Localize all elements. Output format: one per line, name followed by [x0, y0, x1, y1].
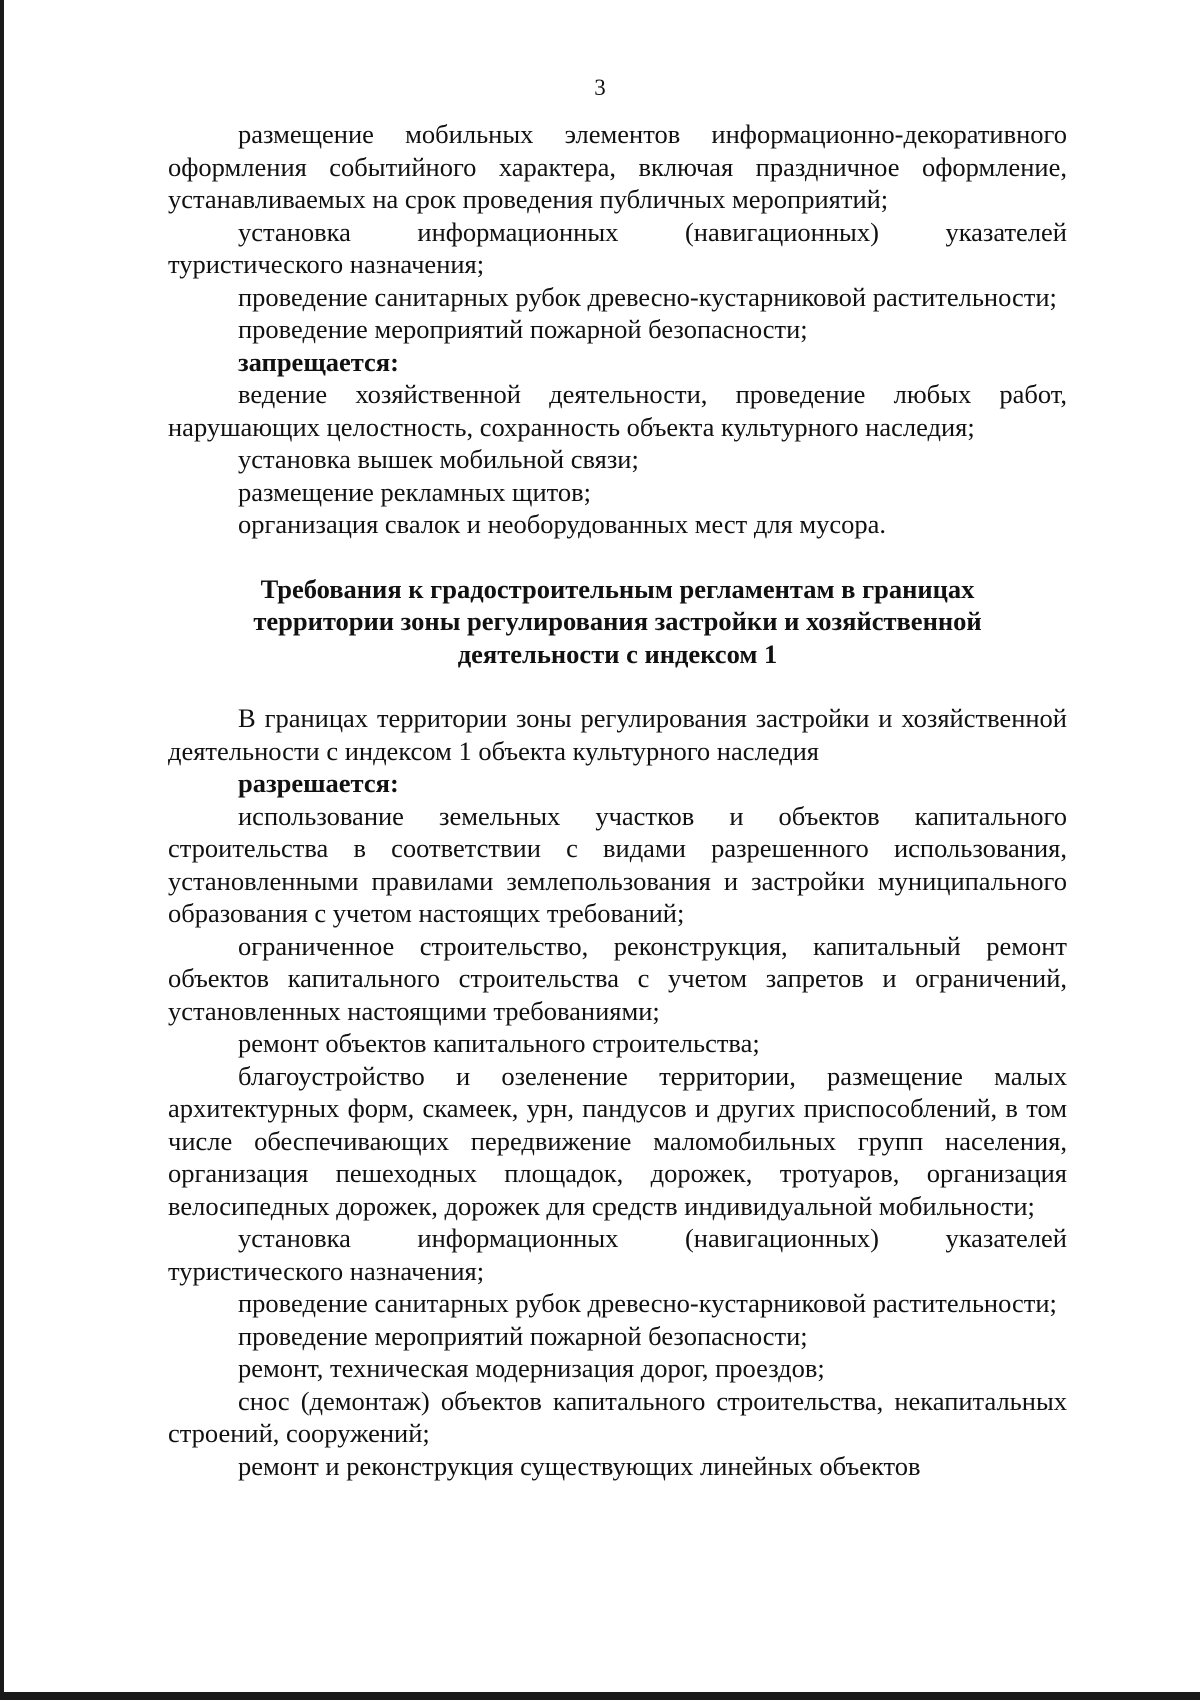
- paragraph: использование земельных участков и объектов капитального строительства в соответствии с видами разрешенного использования, установленными правилами землепользования и застройки муниципального образования с учетом настоящих требований;: [168, 800, 1067, 928]
- paragraph: установка вышек мобильной связи;: [238, 444, 639, 474]
- paragraph: ремонт и реконструкция существующих линейных объектов: [238, 1450, 921, 1481]
- paragraph-group-2: [168, 702, 1067, 1482]
- section-heading-line: Требования к градостроительным регламентам в границах: [260, 573, 975, 604]
- paragraph: ремонт объектов капитального строительства;: [238, 1028, 760, 1058]
- paragraph: проведение санитарных рубок древесно-кустарниковой растительности;: [238, 1288, 1057, 1318]
- scan-edge-bottom: [0, 1692, 1200, 1700]
- subheading-label: запрещается:: [238, 346, 399, 377]
- paragraph: проведение мероприятий пожарной безопасности;: [238, 314, 808, 344]
- paragraph: размещение рекламных щитов;: [238, 476, 592, 507]
- document-body: [168, 118, 1067, 1482]
- paragraph: проведение мероприятий пожарной безопасности;: [238, 1320, 808, 1351]
- paragraph: установка информационных (навигационных) указателей туристического назначения;: [168, 216, 1067, 279]
- paragraph: снос (демонтаж) объектов капитального строительства, некапитальных строений, сооружений;: [168, 1385, 1067, 1448]
- paragraph-group-1: [168, 118, 1067, 541]
- paragraph: ведение хозяйственной деятельности, проведение любых работ, нарушающих целостность, сохранность объекта культурного наследия;: [168, 379, 1067, 442]
- section-heading-line: территории зоны регулирования застройки и хозяйственной: [253, 606, 982, 636]
- paragraph: ремонт, техническая модернизация дорог, проездов;: [238, 1353, 825, 1383]
- subheading-label: разрешается:: [238, 768, 399, 798]
- page-number: 3: [594, 75, 606, 100]
- paragraph: размещение мобильных элементов информационно-декоративного оформления событийного характера, включая праздничное оформление, устанавливаемых на срок проведения публичных мероприятий;: [168, 119, 1067, 214]
- paragraph: благоустройство и озеленение территории, размещение малых архитектурных форм, скамеек, урн, пандусов и других приспособлений, в том числе обеспечивающих передвижение маломобильных групп населения, организация пешеходных площадок, дорожек, тротуаров, организация велосипедных дорожек, дорожек для средств индивидуальной мобильности;: [168, 1060, 1067, 1221]
- paragraph: ограниченное строительство, реконструкция, капитальный ремонт объектов капитального строительства с учетом запретов и ограничений, установленных настоящими требованиями;: [168, 930, 1067, 1026]
- paragraph: проведение санитарных рубок древесно-кустарниковой растительности;: [238, 281, 1057, 312]
- scan-edge-left: [0, 0, 4, 1700]
- paragraph: В границах территории зоны регулирования застройки и хозяйственной деятельности с индексом 1 объекта культурного наследия: [168, 703, 1067, 766]
- paragraph: установка информационных (навигационных) указателей туристического назначения;: [168, 1223, 1067, 1286]
- section-heading-line: деятельности с индексом 1: [457, 638, 778, 669]
- section-heading: [168, 573, 1067, 671]
- paragraph: организация свалок и необорудованных мест для мусора.: [238, 509, 887, 539]
